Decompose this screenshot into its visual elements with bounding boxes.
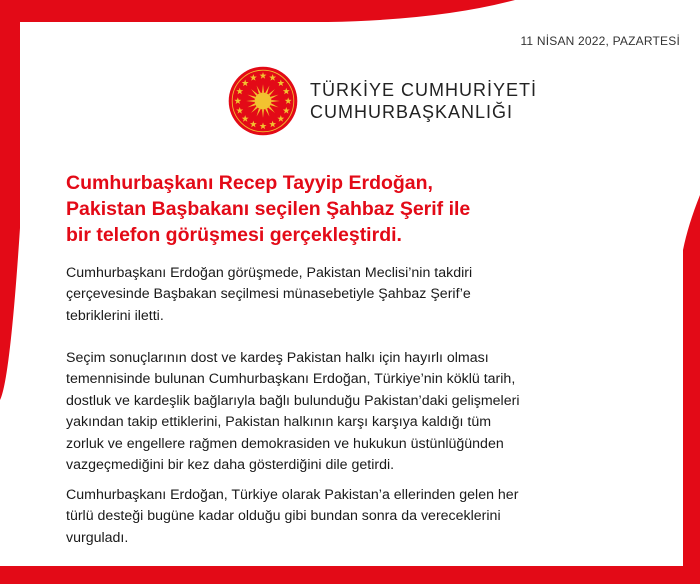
paragraph-line: türlü desteği bugüne kadar olduğu gibi bundan sonra da vereceklerini (66, 508, 501, 525)
paragraph-line: vazgeçmediğini bir kez daha gösterdiğini dile getirdi. (66, 457, 395, 474)
presidential-seal-icon (228, 66, 298, 136)
bottom-band (0, 566, 700, 584)
headline-line: Pakistan Başbakanı seçilen Şahbaz Şerif ile (66, 198, 471, 220)
paragraph-line: Seçim sonuçlarının dost ve kardeş Pakistan halkı için hayırlı olması (66, 350, 489, 366)
organization-line-2: CUMHURBAŞKANLIĞI (310, 102, 514, 122)
paragraph-line: zorluk ve engellere rağmen demokrasiden ve hukukun üstünlüğünden (66, 435, 504, 452)
paragraph-3 (66, 485, 646, 549)
headline-line: Cumhurbaşkanı Recep Tayyip Erdoğan, (66, 172, 433, 194)
paragraph-line: yakından takip ettiklerini, Pakistan halkının karşı karşıya kaldığı tüm (66, 414, 492, 431)
organization-line-1: TÜRKİYE CUMHURİYETİ (310, 80, 538, 100)
paragraph-line: Cumhurbaşkanı Erdoğan, Türkiye olarak Pakistan’a ellerinden gelen her (66, 487, 519, 503)
paragraph-line: dostluk ve kardeşlik bağlarıyla bağlı bulunduğu Pakistan’daki gelişmeleri (66, 392, 520, 409)
paragraph-line: çerçevesinde Başbakan seçilmesi münasebetiyle Şahbaz Şerif’e (66, 286, 471, 303)
headline-line: bir telefon görüşmesi gerçekleştirdi. (66, 224, 402, 246)
paragraph-2 (66, 348, 646, 476)
paragraph-1 (66, 263, 646, 327)
date-label: 11 NİSAN 2022, PAZARTESİ (520, 34, 680, 48)
paragraph-line: vurguladı. (66, 529, 129, 546)
paragraph-line: temennisinde bulunan Cumhurbaşkanı Erdoğan, Türkiye’nin köklü tarih, (66, 371, 516, 388)
headline (66, 170, 526, 248)
organization-name (310, 79, 537, 123)
paragraph-line: tebriklerini iletti. (66, 307, 164, 324)
paragraph-line: Cumhurbaşkanı Erdoğan görüşmede, Pakistan Meclisi’nin takdiri (66, 265, 473, 281)
header-logo (228, 66, 537, 136)
